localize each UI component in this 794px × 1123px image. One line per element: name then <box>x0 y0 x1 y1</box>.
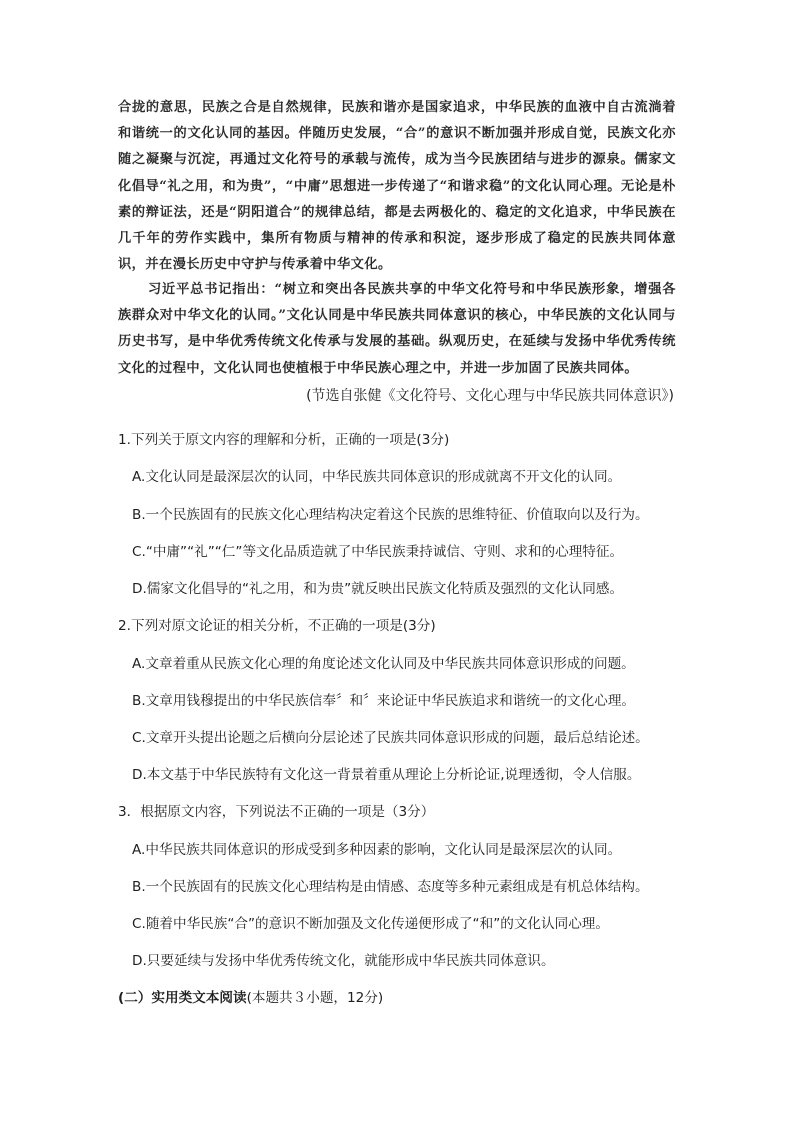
section-title: (二）实用类文本阅读 <box>118 990 247 1006</box>
question-1-option-a: A.文化认同是最深层次的认同，中华民族共同体意识的形成就离不开文化的认同。 <box>132 469 622 485</box>
question-2-option-b: B.文章用钱穆提出的中华民族信奉〞和〞来论证中华民族追求和谐统一的文化心理。 <box>132 693 636 709</box>
section-heading <box>118 986 678 1006</box>
section-note: (本题共３小题，12分) <box>246 990 384 1006</box>
question-3-option-a: A.中华民族共同体意识的形成受到多种因素的影响，文化认同是最深层次的认同。 <box>132 842 622 858</box>
question-3-stem: 3．根据原文内容，下列说法不正确的一项是（3分） <box>118 804 435 820</box>
question-2-option-c: C.文章开头提出论题之后横向分层论述了民族共同体意识形成的问题，最后总结论述。 <box>132 730 649 746</box>
question-1-option-b: B.一个民族固有的民族文化心理结构决定着这个民族的思维特征、价值取向以及行为。 <box>132 507 649 523</box>
question-1-option-d: D.儒家文化倡导的“礼之用，和为贵”就反映出民族文化特质及强烈的文化认同感。 <box>132 581 624 597</box>
question-2-stem: 2.下列对原文论证的相关分析，不正确的一项是(3分) <box>118 618 436 634</box>
question-1-stem: 1.下列关于原文内容的理解和分析，正确的一项是(3分) <box>118 432 450 448</box>
question-3-option-b: B.一个民族固有的民族文化心理结构是由情感、态度等多种元素组成是有机总体结构。 <box>132 879 649 895</box>
question-2-option-d: D.本文基于中华民族特有文化这一背景着重从理论上分析论证,说理透彻，令人信服。 <box>132 767 641 783</box>
passage-paragraph-1: 合拢的意思，民族之合是自然规律，民族和谐亦是国家追求，中华民族的血液中自古流淌着和谐统一的文化认同的基因。伴随历史发展，“合”的意识不断加强并形成自觉，民族文化亦随之凝聚与沉淀，再通过文化符号的承载与流传，成为当今民族团结与进步的源泉。儒家文化倡导“礼之用，和为贵”，“中庸”思想进一步传递了“和谐求稳”的文化认同心理。无论是朴素的辩证法，还是“阴阳道合”的规律总结，都是去两极化的、稳定的文化追求，中华民族在几千年的劳作实践中，集所有物质与精神的传承和积淀，逐步形成了稳定的民族共同体意识，并在漫长历史中守护与传承着中华文化。 <box>118 100 676 273</box>
question-1-option-c: C.“中庸”“礼”“仁”等文化品质造就了中华民族秉持诚信、守则、求和的心理特征。 <box>132 544 624 560</box>
question-3-option-d: D.只要延续与发扬中华优秀传统文化，就能形成中华民族共同体意识。 <box>132 953 555 969</box>
passage-source: (节选自张健《文化符号、文化心理与中华民族共同体意识》) <box>306 388 674 404</box>
question-3-option-c: C.随着中华民族“合”的意识不断加强及文化传递便形成了“和”的文化认同心理。 <box>132 916 609 932</box>
question-2-option-a: A.文章着重从民族文化心理的角度论述文化认同及中华民族共同体意识形成的问题。 <box>132 656 635 672</box>
passage-paragraph-2: 习近平总书记指出：“树立和突出各民族共享的中华文化符号和中华民族形象，增强各族群众对中华文化的认同。”文化认同是中华民族共同体意识的核心，中华民族的文化认同与历史书写，是中华优秀传统文化传承与发展的基础。纵观历史，在延续与发扬中华优秀传统文化的过程中，文化认同也使植根于中华民族心理之中，并进一步加固了民族共同体。 <box>118 282 676 376</box>
